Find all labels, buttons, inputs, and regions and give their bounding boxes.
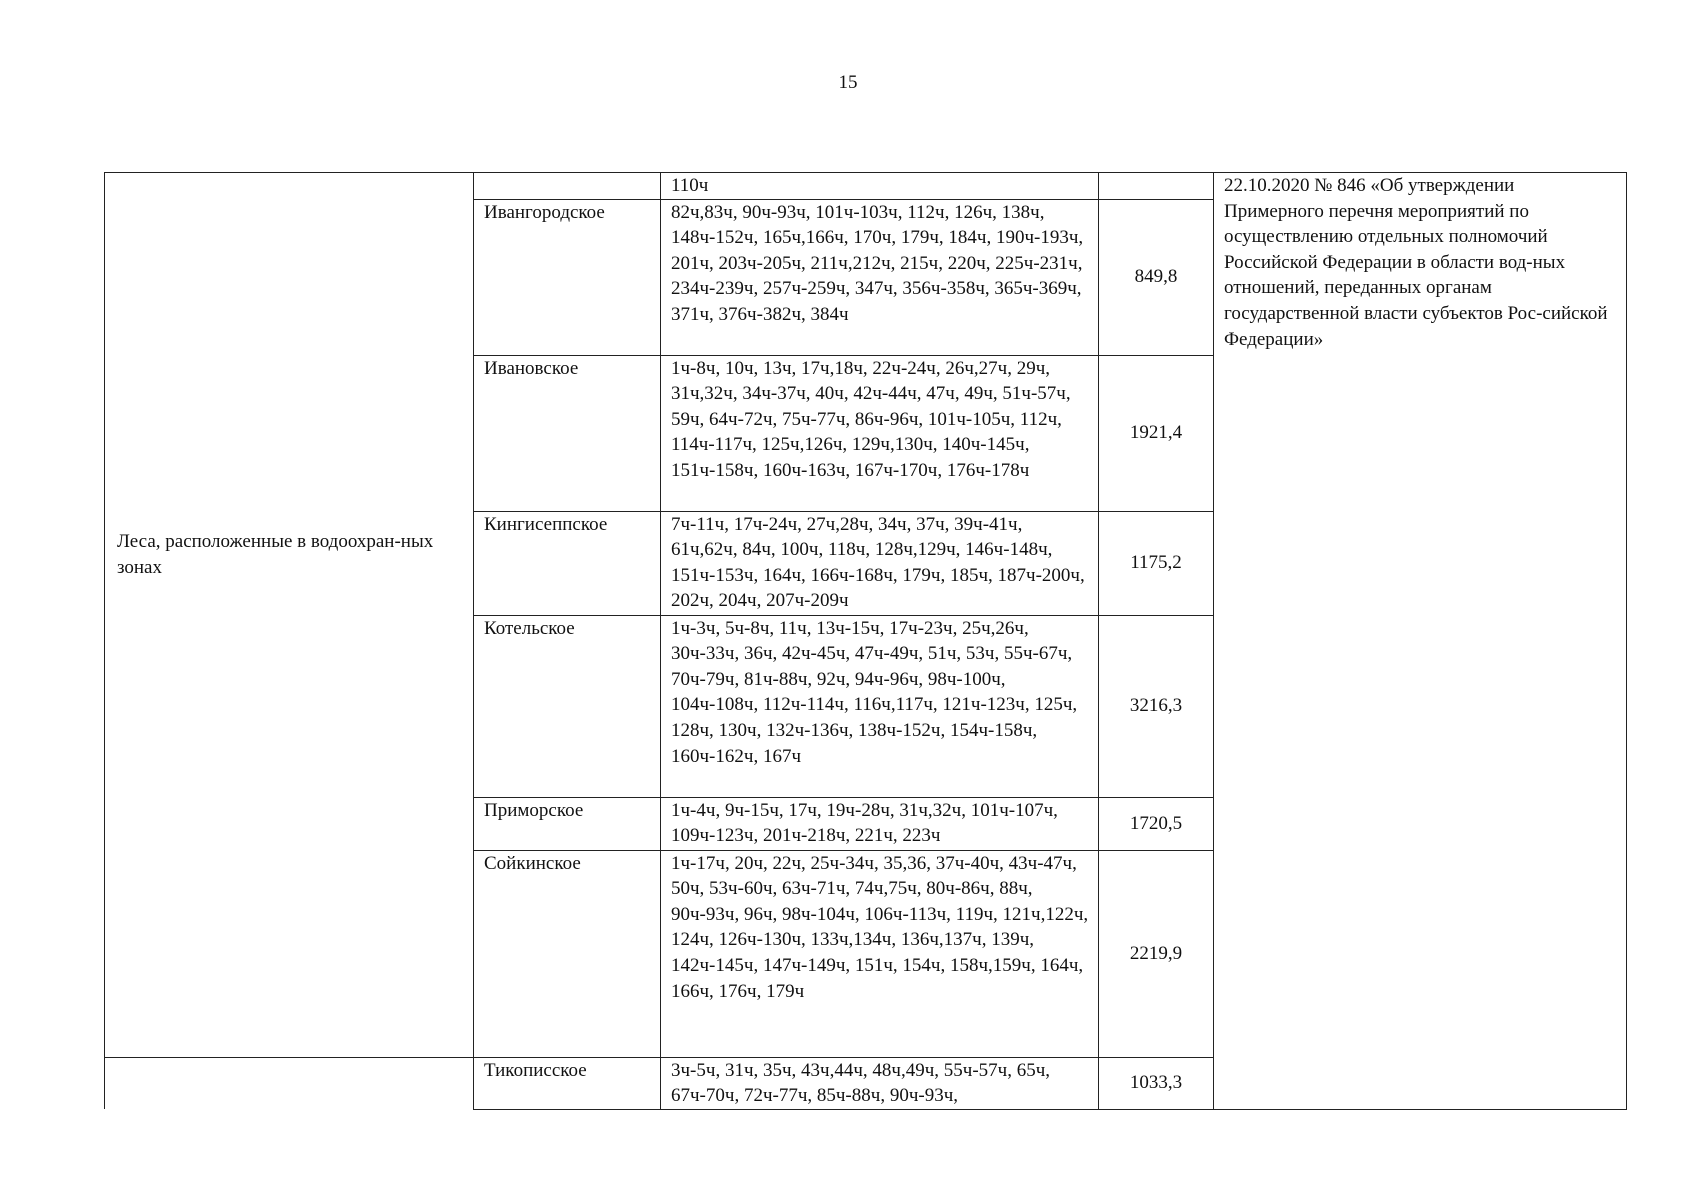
forest-zones-table: [104, 172, 1627, 1110]
area-cell: [1099, 173, 1214, 200]
forestry-cell: Кингисеппское: [474, 511, 661, 615]
quarters-cell: 1ч-4ч, 9ч-15ч, 17ч, 19ч-28ч, 31ч,32ч, 101ч-107ч, 109ч-123ч, 201ч-218ч, 221ч, 223ч: [661, 797, 1099, 850]
quarters-cell: 110ч: [661, 173, 1099, 200]
quarters-cell: 1ч-3ч, 5ч-8ч, 11ч, 13ч-15ч, 17ч-23ч, 25ч,26ч, 30ч-33ч, 36ч, 42ч-45ч, 47ч-49ч, 51ч, 53ч, 55ч-67ч, 70ч-79ч, 81ч-88ч, 92ч, 94ч-96ч, 98ч-100ч, 104ч-108ч, 112ч-114ч, 116ч,117ч, 121ч-123ч, 125ч, 128ч, 130ч, 132ч-136ч, 138ч-152ч, 154ч-158ч, 160ч-162ч, 167ч: [661, 615, 1099, 797]
area-cell: 1175,2: [1099, 511, 1214, 615]
quarters-cell: 1ч-8ч, 10ч, 13ч, 17ч,18ч, 22ч-24ч, 26ч,27ч, 29ч, 31ч,32ч, 34ч-37ч, 40ч, 42ч-44ч, 47ч, 49ч, 51ч-57ч, 59ч, 64ч-72ч, 75ч-77ч, 86ч-96ч, 101ч-105ч, 112ч, 114ч-117ч, 125ч,126ч, 129ч,130ч, 140ч-145ч, 151ч-158ч, 160ч-163ч, 167ч-170ч, 176ч-178ч: [661, 355, 1099, 511]
quarters-cell: 3ч-5ч, 31ч, 35ч, 43ч,44ч, 48ч,49ч, 55ч-57ч, 65ч, 67ч-70ч, 72ч-77ч, 85ч-88ч, 90ч-93ч,: [661, 1057, 1099, 1109]
area-cell: 849,8: [1099, 199, 1214, 355]
quarters-cell: 82ч,83ч, 90ч-93ч, 101ч-103ч, 112ч, 126ч, 138ч, 148ч-152ч, 165ч,166ч, 170ч, 179ч, 184ч, 190ч-193ч, 201ч, 203ч-205ч, 211ч,212ч, 215ч, 220ч, 225ч-231ч, 234ч-239ч, 257ч-259ч, 347ч, 356ч-358ч, 365ч-369ч, 371ч, 376ч-382ч, 384ч: [661, 199, 1099, 355]
category-cell: [105, 173, 474, 1058]
forestry-cell: Котельское: [474, 615, 661, 797]
quarters-cell: 1ч-17ч, 20ч, 22ч, 25ч-34ч, 35,36, 37ч-40ч, 43ч-47ч, 50ч, 53ч-60ч, 63ч-71ч, 74ч,75ч, 80ч-86ч, 88ч, 90ч-93ч, 96ч, 98ч-104ч, 106ч-113ч, 119ч, 121ч,122ч, 124ч, 126ч-130ч, 133ч,134ч, 136ч,137ч, 139ч, 142ч-145ч, 147ч-149ч, 151ч, 154ч, 158ч,159ч, 164ч, 166ч, 176ч, 179ч: [661, 850, 1099, 1057]
forestry-cell: Ивангородское: [474, 199, 661, 355]
area-cell: 1921,4: [1099, 355, 1214, 511]
forestry-cell: Приморское: [474, 797, 661, 850]
category-cell: [105, 1057, 474, 1109]
area-cell: 1720,5: [1099, 797, 1214, 850]
regulation-cell: [1214, 173, 1627, 1110]
area-cell: 3216,3: [1099, 615, 1214, 797]
page-number: 15: [838, 72, 858, 93]
quarters-cell: 7ч-11ч, 17ч-24ч, 27ч,28ч, 34ч, 37ч, 39ч-41ч, 61ч,62ч, 84ч, 100ч, 118ч, 128ч,129ч, 146ч-148ч, 151ч-153ч, 164ч, 166ч-168ч, 179ч, 185ч, 187ч-200ч, 202ч, 204ч, 207ч-209ч: [661, 511, 1099, 615]
forestry-cell: Ивановское: [474, 355, 661, 511]
forestry-cell: [474, 173, 661, 200]
category-label: Леса, расположенные в водоохран-ных зонах: [117, 531, 434, 578]
forestry-cell: Тикописское: [474, 1057, 661, 1109]
area-cell: 2219,9: [1099, 850, 1214, 1057]
forestry-cell: Сойкинское: [474, 850, 661, 1057]
table-row: [105, 173, 1627, 200]
area-cell: 1033,3: [1099, 1057, 1214, 1109]
regulation-text: 22.10.2020 № 846 «Об утверждении Примерного перечня мероприятий по осуществлению отдельных полномочий Российской Федерации в области вод-ных отношений, переданных органам государственной власти субъектов Рос-сийской Федерации»: [1224, 175, 1608, 350]
